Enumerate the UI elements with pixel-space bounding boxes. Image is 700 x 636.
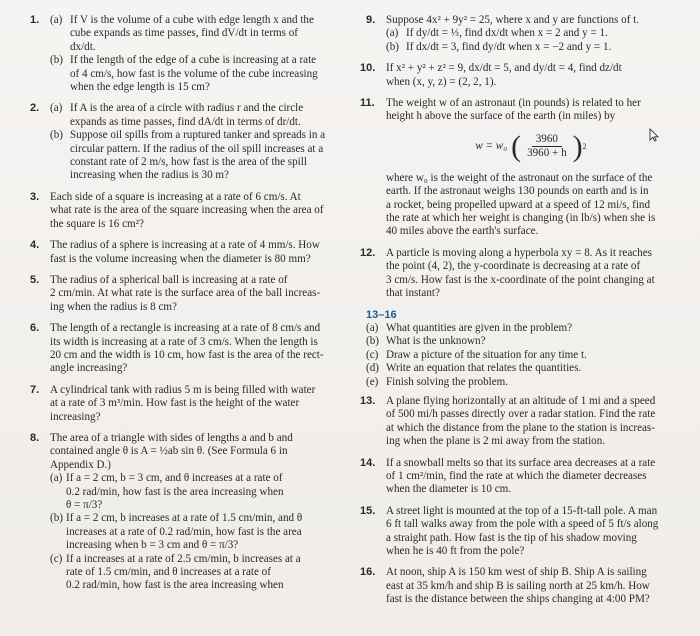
mouse-pointer-icon [649,128,659,142]
text-line: where w₀ is the weight of the astronaut on the surface of the [386,171,653,184]
problem-number: 8. [30,431,40,444]
step-text: Finish solving the problem. [386,375,509,388]
step-item [366,362,676,375]
problem-number: 13. [360,394,376,407]
step-label: (a) [366,321,379,334]
text-line: The weight w of an astronaut (in pounds) is related to her [386,97,641,110]
text-line: 3 cm/s. How fast is the x-coordinate of the point changing at [386,273,655,286]
step-text: What is the unknown? [386,335,486,348]
text-line: Suppose 4x² + 9y² = 25, where x and y are functions of t. [386,14,640,26]
step-text: Draw a picture of the situation for any time t. [386,348,587,361]
problem-2 [30,102,350,182]
problem-number: 3. [30,190,40,203]
fraction-numerator: 3960 [532,133,562,147]
step-label: (b) [366,335,379,348]
problem-1-part-a [50,14,350,54]
text-line: that instant? [386,287,440,300]
problem-number: 14. [360,456,376,469]
problem-9-part-b [386,41,676,54]
problem-1 [30,14,350,94]
problem-10 [360,62,676,89]
text-line: 20 cm and the width is 10 cm, how fast is the area of the rect- [50,348,324,361]
text-line: 40 miles above the earth's surface. [386,225,539,238]
text-line: when he is 40 ft from the pole? [386,545,525,557]
left-column [30,14,350,601]
problem-12 [360,246,676,301]
problem-number: 5. [30,273,40,286]
problem-number: 7. [30,383,40,396]
text-line: the rate at which her weight is changing (in lb/s) when she is [386,212,656,225]
text-line: ing when the radius is 8 cm? [50,300,177,313]
text-line: The radius of a spherical ball is increasing at a rate of [50,273,288,286]
problem-solving-steps [366,309,676,389]
text-line: The length of a rectangle is increasing at a rate of 8 cm/s and [50,322,321,335]
problem-number: 16. [360,566,376,579]
step-label: (e) [366,375,379,388]
text-line: increasing when the radius is 30 m? [70,169,229,182]
text-line: earth. If the astronaut weighs 130 pounds on earth and is in [386,185,649,198]
text-line: The radius of a sphere is increasing at a rate of 4 mm/s. How [50,239,320,252]
problem-11 [360,97,676,239]
right-paren: ) [572,129,583,163]
text-line: Appendix D.) [50,458,112,471]
part-label: (b) [386,40,399,53]
text-line: height h above the surface of the earth (in miles) by [386,110,616,123]
weight-formula [386,130,676,164]
text-line: the square is 16 cm²? [50,217,144,230]
step-item [366,349,676,362]
problem-5 [30,274,350,314]
text-line: increases at a rate of 0.2 rad/min, how fast is the area [66,525,302,538]
text-line: 2 cm/min. At what rate is the surface area of the ball increas- [50,287,321,300]
formula-lhs: w = w₀ [475,140,508,153]
text-line: 6 ft tall walks away from the pole with a speed of 5 ft/s along [386,518,659,531]
fraction-denominator: 3960 + h [527,147,567,160]
text-line: If dx/dt = 3, find dy/dt when x = −2 and y = 1. [406,40,612,53]
step-item [366,376,676,389]
problem-9-part-a [386,27,676,40]
problem-14 [360,456,676,497]
text-line: at which the distance from the plane to the station is increas- [386,421,655,434]
text-line: what rate is the area of the square increasing when the area of [50,204,324,217]
section-heading: 13–16 [366,308,397,321]
part-label: (c) [50,552,63,565]
text-line: A street light is mounted at the top of a 15-ft-tall pole. A man [386,504,658,517]
text-line: ing when the plane is 2 mi away from the station. [386,435,606,448]
part-label: (b) [50,129,63,142]
problem-13 [360,394,676,449]
text-line: of 500 mi/h passes directly over a radar station. Find the rate [386,408,656,421]
formula-fraction [523,133,571,161]
problem-number: 12. [360,246,376,259]
problem-16 [360,566,676,606]
problem-number: 11. [360,97,375,110]
text-line: constant rate of 2 m/s, how fast is the area of the spill [70,156,307,169]
step-label: (d) [366,362,379,375]
text-line: 0.2 rad/min, how fast is the area increasing when [66,579,284,592]
text-line: θ = π/3? [66,499,103,511]
step-text: Write an equation that relates the quantities. [386,362,582,375]
right-column [360,14,676,615]
formula-exponent: 2 [582,142,587,152]
text-line: the point (4, 2), the y-coordinate is decreasing at a rate of [386,260,641,273]
text-line: If a = 2 cm, b increases at a rate of 1.5 cm/min, and θ [66,512,303,525]
problem-number: 6. [30,322,40,335]
problem-7 [30,384,350,424]
text-line: The area of a triangle with sides of lengths a and b and [50,431,293,444]
text-line: Suppose oil spills from a ruptured tanker and spreads in a [70,129,326,142]
problem-8 [30,432,350,593]
problem-number: 15. [360,504,376,517]
problem-9 [366,14,676,54]
text-line: cube expands as time passes, find dV/dt in terms of [70,27,298,40]
text-line: a straight path. How fast is the tip of his shadow moving [386,531,637,544]
text-line: when the diameter is 10 cm. [386,483,512,496]
part-label: (a) [386,27,399,40]
text-line: fast is the distance between the ships changing at 4:00 PM? [386,593,650,606]
left-paren: ( [511,129,522,163]
text-line: increasing? [50,410,101,423]
text-line: If x² + y² + z² = 9, dx/dt = 5, and dy/dt = 4, find dz/dt [386,62,622,75]
text-line: A cylindrical tank with radius 5 m is being filled with water [50,383,316,396]
problem-8-part-b [50,512,350,552]
text-line: At noon, ship A is 150 km west of ship B. Ship A is sailing [386,566,647,579]
part-label: (a) [50,472,63,485]
text-line: circular pattern. If the radius of the oil spill increases at a [70,142,324,155]
step-item [366,322,676,335]
text-line: expands as time passes, find dA/dt in terms of dr/dt. [70,115,301,128]
text-line: If V is the volume of a cube with edge length x and the [70,14,314,26]
text-line: If a snowball melts so that its surface area decreases at a rate [386,456,656,469]
text-line: a rocket, being propelled upward at a speed of 12 mi/s, find [386,198,651,211]
text-line: If a = 2 cm, b = 3 cm, and θ increases at a rate of [66,472,283,485]
problem-8-part-a [50,472,350,512]
text-line: Each side of a square is increasing at a rate of 6 cm/s. At [50,190,301,203]
text-line: its width is increasing at a rate of 3 cm/s. When the length is [50,335,318,348]
problem-1-part-b [50,54,350,94]
text-line: when (x, y, z) = (2, 2, 1). [386,75,497,88]
problem-number: 9. [366,14,376,26]
step-label: (c) [366,348,379,361]
problem-3 [30,191,350,231]
problem-number: 4. [30,239,40,252]
text-line: of 4 cm/s, how fast is the volume of the cube increasing [70,67,318,80]
text-line: A plane flying horizontally at an altitude of 1 mi and a speed [386,394,656,407]
problem-2-part-a [50,102,350,129]
text-line: when the edge length is 15 cm? [70,81,210,94]
problem-15 [360,504,676,559]
text-line: If A is the area of a circle with radius r and the circle [70,102,304,115]
problem-8-part-c [50,553,350,593]
text-line: If a increases at a rate of 2.5 cm/min, b increases at a [66,552,301,565]
text-line: rate of 1.5 cm/min, and θ increases at a rate of [66,566,271,579]
text-line: If dy/dt = ⅓, find dx/dt when x = 2 and y = 1. [406,27,608,40]
part-label: (a) [50,14,63,26]
text-line: A particle is moving along a hyperbola xy = 8. As it reaches [386,246,652,259]
step-text: What quantities are given in the problem? [386,321,573,334]
text-line: fast is the volume increasing when the diameter is 80 mm? [50,252,311,265]
problem-4 [30,239,350,266]
problem-number: 2. [30,102,40,115]
text-line: contained angle θ is A = ½ab sin θ. (See Formula 6 in [50,445,288,458]
text-line: 0.2 rad/min, how fast is the area increasing when [66,485,284,498]
step-item [366,335,676,348]
problem-number: 1. [30,14,40,26]
problem-number: 10. [360,62,376,75]
problem-2-part-b [50,129,350,183]
part-label: (a) [50,102,63,115]
problem-6 [30,322,350,376]
text-line: dx/dt. [70,40,96,53]
text-line: of 1 cm²/min, find the rate at which the diameter decreases [386,469,647,482]
part-label: (b) [50,512,63,525]
text-line: at a rate of 3 m³/min. How fast is the height of the water [50,397,300,410]
part-label: (b) [50,54,63,67]
text-line: If the length of the edge of a cube is increasing at a rate [70,54,317,67]
text-line: angle increasing? [50,362,128,375]
text-line: increasing when b = 3 cm and θ = π/3? [66,539,239,552]
text-line: east at 35 km/h and ship B is sailing north at 25 km/h. How [386,579,650,592]
